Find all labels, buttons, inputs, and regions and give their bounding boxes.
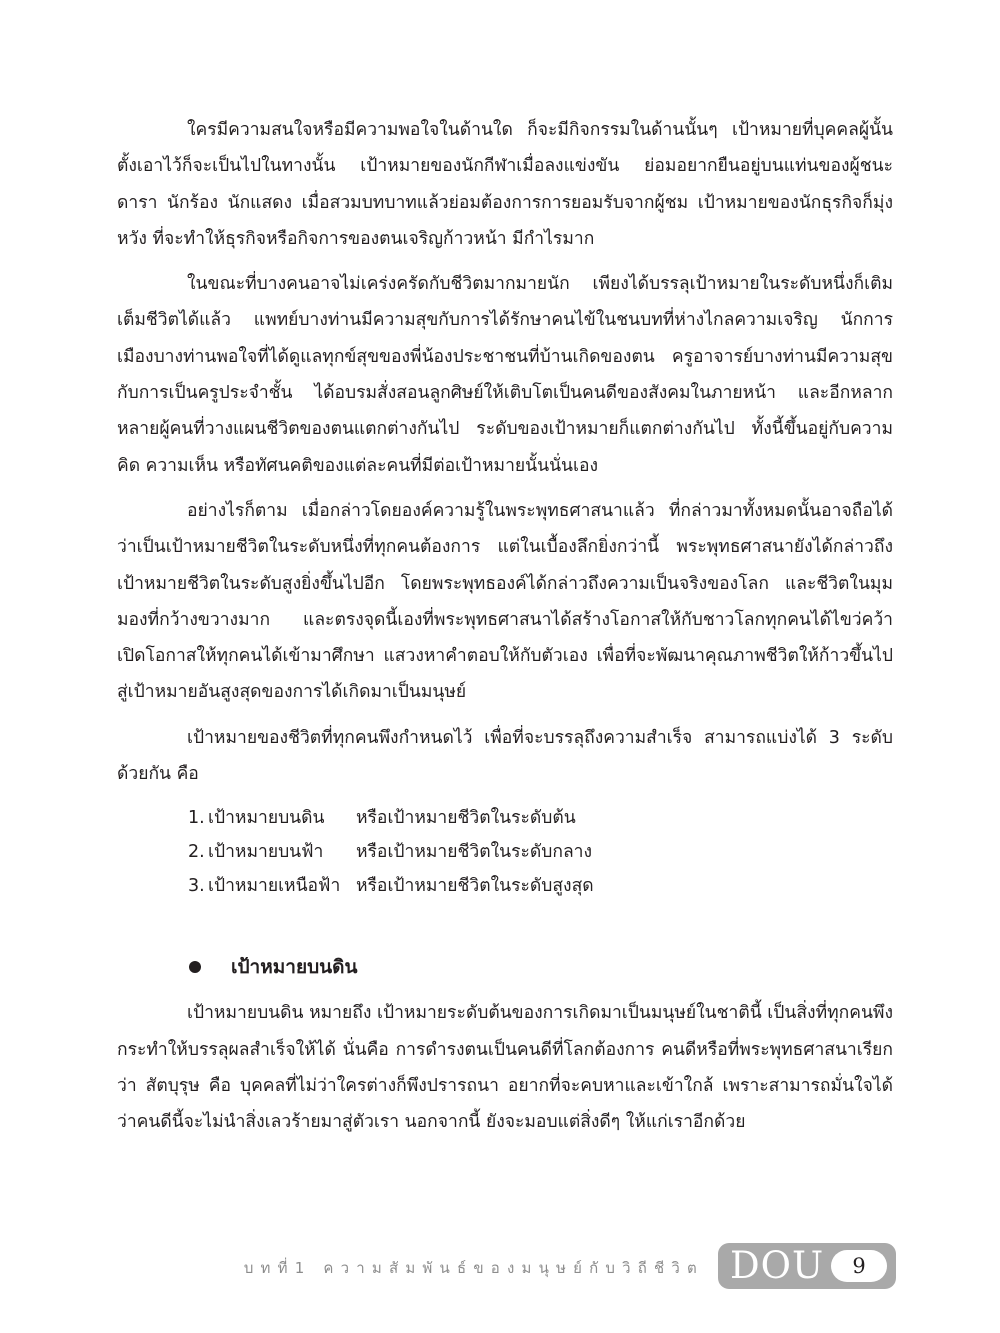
list-item-number: 3.	[188, 876, 205, 897]
paragraph-1: ใครมีความสนใจหรือมีความพอใจในด้านใด ก็จะมีกิจกรรมในด้านนั้นๆ เป้าหมายที่บุคคลผู้นั้นตั้งเอาไว้ก็จะเป็นไปในทางนั้น เป้าหมายของนักกีฬาเมื่อลงแข่งขัน ย่อมอยากยืนอยู่บนแท่นของผู้ชนะ ดารา นักร้อง นักแสดง เมื่อสวมบทบาทแล้วย่อมต้องการการยอมรับจากผู้ชม เป้าหมายของนักธุรกิจก็มุ่งหวัง ที่จะทำให้ธุรกิจหรือกิจการของตนเจริญก้าวหน้า มีกำไรมาก	[117, 120, 893, 249]
paragraph-3: อย่างไรก็ตาม เมื่อกล่าวโดยองค์ความรู้ในพระพุทธศาสนาแล้ว ที่กล่าวมาทั้งหมดนั้นอาจถือได้ว่าเป็นเป้าหมายชีวิตในระดับหนึ่งที่ทุกคนต้องการ แต่ในเบื้องลึกยิ่งกว่านี้ พระพุทธศาสนายังได้กล่าวถึงเป้าหมายชีวิตในระดับสูงยิ่งขึ้นไปอีก โดยพระพุทธองค์ได้กล่าวถึงความเป็นจริงของโลก และชีวิตในมุมมองที่กว้างขวางมาก และตรงจุดนี้เองที่พระพุทธศาสนาได้สร้างโอกาสให้กับชาวโลกทุกคนได้ไขว่คว้าเปิดโอกาสให้ทุกคนได้เข้ามาศึกษา แสวงหาคำตอบให้กับตัวเอง เพื่อที่จะพัฒนาคุณภาพชีวิตให้ก้าวขึ้นไปสู่เป้าหมายอันสูงสุดของการได้เกิดมาเป็นมนุษย์	[117, 500, 893, 703]
list-item-term: เป้าหมายบนดิน	[208, 808, 325, 829]
goal-levels-list	[188, 801, 893, 903]
page-footer	[0, 1243, 1000, 1293]
list-item-description: หรือเป้าหมายชีวิตในระดับต้น	[356, 808, 576, 829]
list-item	[188, 801, 893, 835]
list-item	[188, 869, 893, 903]
list-item	[188, 835, 893, 869]
page-number: 9	[831, 1250, 887, 1282]
list-item-term: เป้าหมายบนฟ้า	[208, 842, 324, 863]
list-item-description: หรือเป้าหมายชีวิตในระดับกลาง	[356, 842, 593, 863]
list-item-number: 1.	[188, 808, 205, 829]
chapter-title: บทที่1 ความสัมพันธ์ของมนุษย์กับวิถีชีวิต	[243, 1259, 704, 1277]
bullet-icon	[189, 961, 201, 973]
section-heading	[189, 949, 893, 985]
section-heading-text: เป้าหมายบนดิน	[231, 956, 358, 979]
paragraph-2: ในขณะที่บางคนอาจไม่เคร่งครัดกับชีวิตมากมายนัก เพียงได้บรรลุเป้าหมายในระดับหนึ่งก็เติมเต็มชีวิตได้แล้ว แพทย์บางท่านมีความสุขกับการได้รักษาคนไข้ในชนบทที่ห่างไกลความเจริญ นักการเมืองบางท่านพอใจที่ได้ดูแลทุกข์สุขของพี่น้องประชาชนที่บ้านเกิดของตน ครูอาจารย์บางท่านมีความสุขกับการเป็นครูประจำชั้น ได้อบรมสั่งสอนลูกศิษย์ให้เติบโตเป็นคนดีของสังคมในภายหน้า และอีกหลากหลายผู้คนที่วางแผนชีวิตของตนแตกต่างกันไป ระดับของเป้าหมายก็แตกต่างกันไป ทั้งนี้ขึ้นอยู่กับความคิด ความเห็น หรือทัศนคติของแต่ละคนที่มีต่อเป้าหมายนั้นนั่นเอง	[117, 274, 893, 476]
paragraph-4: เป้าหมายของชีวิตที่ทุกคนพึงกำหนดไว้ เพื่อที่จะบรรลุถึงความสำเร็จ สามารถแบ่งได้ 3 ระดับด้วยกัน คือ	[117, 727, 893, 785]
list-item-description: หรือเป้าหมายชีวิตในระดับสูงสุด	[356, 876, 594, 897]
footer-badge	[718, 1243, 896, 1289]
body-text	[117, 112, 893, 1150]
dou-logo: DOU	[730, 1244, 825, 1287]
section-paragraph: เป้าหมายบนดิน หมายถึง เป้าหมายระดับต้นของการเกิดมาเป็นมนุษย์ในชาตินี้ เป็นสิ่งที่ทุกคนพึงกระทำให้บรรลุผลสำเร็จให้ได้ นั่นคือ การดำรงตนเป็นคนดีที่โลกต้องการ คนดีหรือที่พระพุทธศาสนาเรียกว่า สัตบุรุษ คือ บุคคลที่ไม่ว่าใครต่างก็พึงปรารถนา อยากที่จะคบหาและเข้าใกล้ เพราะสามารถมั่นใจได้ว่าคนดีนี้จะไม่นำสิ่งเลวร้ายมาสู่ตัวเรา นอกจากนี้ ยังจะมอบแต่สิ่งดีๆ ให้แก่เราอีกด้วย	[117, 1003, 893, 1133]
list-item-term: เป้าหมายเหนือฟ้า	[208, 876, 341, 897]
list-item-number: 2.	[188, 842, 205, 863]
